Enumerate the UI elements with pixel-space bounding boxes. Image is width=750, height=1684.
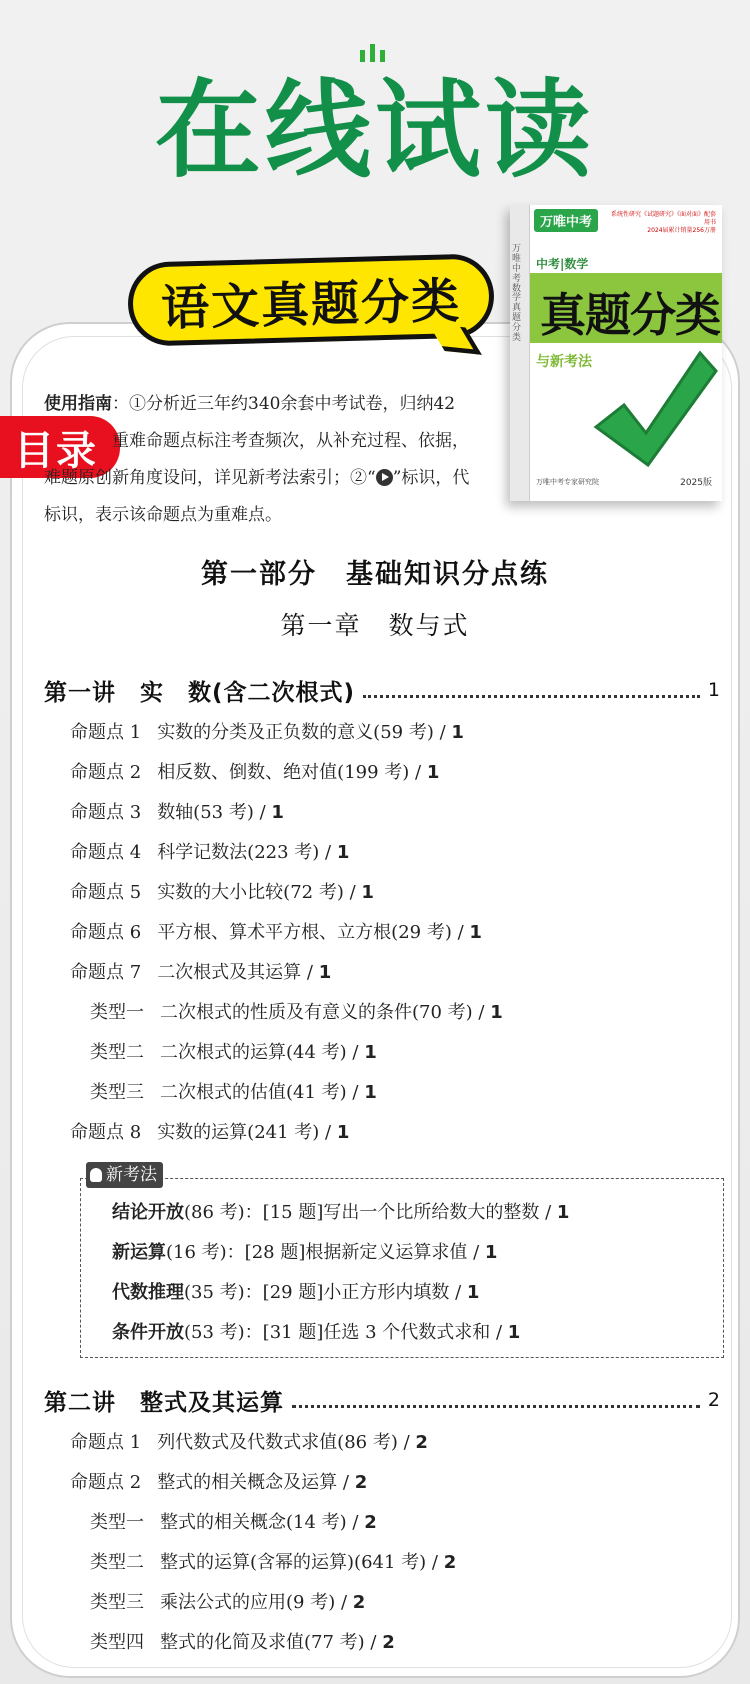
guide-line-3 <box>44 460 514 497</box>
guide-text-1: ：①分析近三年约340余套中考试卷，归纳42 <box>112 394 456 414</box>
lightbulb-icon <box>90 1168 102 1182</box>
book-publisher: 万唯中考专家研究院 <box>536 478 599 486</box>
new-method-row[interactable]: 条件开放(53 考)：[31 题]任选 3 个代数式求和 / 1 <box>112 1322 521 1343</box>
book-subject: 中考|数学 <box>536 257 589 271</box>
leader-dots <box>292 1405 700 1408</box>
guide-line-1 <box>44 386 514 423</box>
new-method-row[interactable]: 代数推理(35 考)：[29 题]小正方形内填数 / 1 <box>112 1282 480 1303</box>
part-title: 第一部分 基础知识分点练 <box>201 559 549 590</box>
toc-row[interactable]: 命题点 5 实数的大小比较(72 考) / 1 <box>70 882 374 903</box>
guide-line-2: 重难命题点标注考查频次，从补充过程、依据， <box>112 431 469 451</box>
leader-dots <box>363 695 700 698</box>
new-method-tag <box>86 1162 163 1188</box>
book-title: 真题分类 <box>540 288 720 342</box>
new-method-row[interactable]: 结论开放(86 考)：[15 题]写出一个比所给数大的整数 / 1 <box>112 1202 570 1223</box>
book-tagline-line1: 系统性研究《试题研究》《面对面》配套用书 <box>610 211 716 226</box>
lecture-title: 第一讲 实 数(含二次根式) <box>44 679 356 706</box>
book-tagline-line2: 2024届累计销量256万册 <box>647 226 716 234</box>
new-method-tag-label: 新考法 <box>106 1165 157 1185</box>
lecture-2-heading[interactable] <box>44 1382 720 1418</box>
book-cover <box>510 205 722 501</box>
toc-row[interactable]: 类型一 整式的相关概念(14 考) / 2 <box>90 1512 377 1533</box>
toc-row[interactable]: 命题点 3 数轴(53 考) / 1 <box>70 802 284 823</box>
toc-row[interactable]: 命题点 2 相反数、倒数、绝对值(199 考) / 1 <box>70 762 440 783</box>
usage-guide <box>44 386 514 534</box>
subject-badge-label: 语文真题分类 <box>160 272 462 337</box>
toc-row[interactable]: 类型二 二次根式的运算(44 考) / 1 <box>90 1042 377 1063</box>
book-brand-logo: 万唯中考 <box>534 209 598 232</box>
toc-row[interactable]: 命题点 1 实数的分类及正负数的意义(59 考) / 1 <box>70 722 464 743</box>
chapter-title: 第一章 数与式 <box>280 611 470 640</box>
toc-row[interactable]: 命题点 4 科学记数法(223 考) / 1 <box>70 842 350 863</box>
toc-row[interactable]: 命题点 1 列代数式及代数式求值(86 考) / 2 <box>70 1432 428 1453</box>
page-title: 在线试读 <box>155 69 595 192</box>
book-tagline <box>606 211 716 234</box>
guide-line-4: 标识，表示该命题点为重难点。 <box>44 505 282 525</box>
toc-row[interactable]: 命题点 2 整式的相关概念及运算 / 2 <box>70 1472 368 1493</box>
toc-row[interactable]: 类型三 二次根式的估值(41 考) / 1 <box>90 1082 377 1103</box>
book-subtitle: 与新考法 <box>536 354 592 370</box>
catalog-tab: 目录 <box>0 416 120 478</box>
subject-badge <box>127 253 495 347</box>
toc-row[interactable]: 命题点 6 平方根、算术平方根、立方根(29 考) / 1 <box>70 922 482 943</box>
toc-row[interactable]: 类型三 乘法公式的应用(9 考) / 2 <box>90 1592 366 1613</box>
decorative-bars-icon <box>360 42 390 62</box>
guide-text-3: 难题原创新角度设问，详见新考法索引；②“ <box>44 468 376 488</box>
lecture-page: 2 <box>707 1389 720 1411</box>
toc-row[interactable]: 类型一 二次根式的性质及有意义的条件(70 考) / 1 <box>90 1002 503 1023</box>
toc-row[interactable]: 命题点 8 实数的运算(241 考) / 1 <box>70 1122 350 1143</box>
new-method-row[interactable]: 新运算(16 考)：[28 题]根据新定义运算求值 / 1 <box>112 1242 498 1263</box>
checkmark-icon <box>588 335 718 475</box>
lecture-page: 1 <box>707 679 720 701</box>
lecture-title: 第二讲 整式及其运算 <box>44 1389 284 1416</box>
toc-row[interactable]: 命题点 7 二次根式及其运算 / 1 <box>70 962 332 983</box>
play-icon <box>376 469 393 486</box>
guide-label: 使用指南 <box>44 394 112 414</box>
book-spine-text: 万唯中考 数学 真题分类 <box>512 244 522 344</box>
toc-row[interactable]: 类型四 整式的化简及求值(77 考) / 2 <box>90 1632 395 1653</box>
guide-text-3b: ”标识，代 <box>392 468 470 488</box>
toc-row[interactable]: 类型二 整式的运算(含幂的运算)(641 考) / 2 <box>90 1552 457 1573</box>
book-edition: 2025版 <box>680 478 712 488</box>
lecture-1-heading[interactable] <box>44 672 720 708</box>
